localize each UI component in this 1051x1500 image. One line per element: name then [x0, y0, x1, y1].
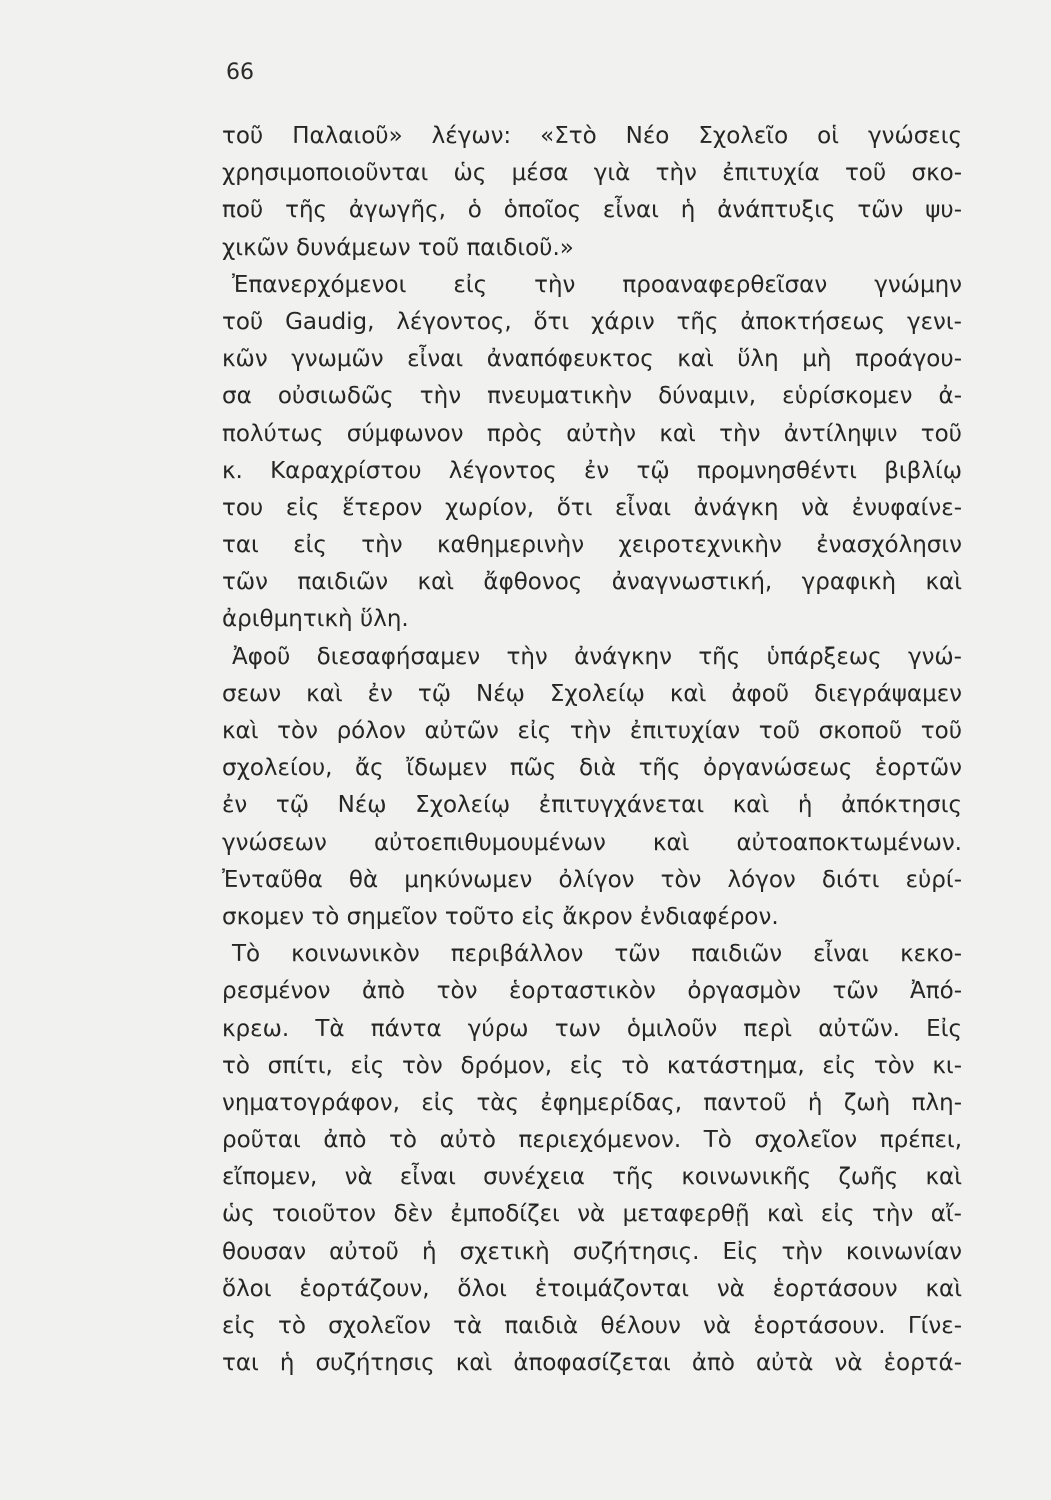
text-line: ὅλοι ἑορτάζουν, ὅλοι ἑτοιμάζονται νὰ ἑορτάσουν καὶ: [222, 1275, 962, 1302]
text-line: κ. Καραχρίστου λέγοντος ἐν τῷ προμνησθέντι βιβλίῳ: [222, 457, 962, 484]
text-line: Ἐνταῦθα θὰ μηκύνωμεν ὀλίγον τὸν λόγον διότι εὑρί-: [222, 866, 962, 893]
text-line: ρεσμένον ἀπὸ τὸν ἑορταστικὸν ὀργασμὸν τῶν Ἀπό-: [222, 978, 962, 1005]
text-line: γνώσεων αὐτοεπιθυμουμένων καὶ αὐτοαποκτωμένων.: [222, 829, 962, 856]
text-line: θουσαν αὐτοῦ ἡ σχετικὴ συζήτησις. Εἰς τὴν κοινωνίαν: [222, 1238, 962, 1265]
text-line: ἀριθμητικὴ ὕλη.: [222, 606, 409, 633]
text-line: πολύτως σύμφωνον πρὸς αὐτὴν καὶ τὴν ἀντίληψιν τοῦ: [222, 420, 962, 447]
text-line: κῶν γνωμῶν εἶναι ἀναπόφευκτος καὶ ὕλη μὴ προάγου-: [222, 346, 962, 373]
text-line: τοῦ Παλαιοῦ» λέγων: «Στὸ Νέο Σχολεῖο οἱ γνώσεις: [222, 123, 962, 149]
text-line: σχολείου, ἄς ἴδωμεν πῶς διὰ τῆς ὀργανώσεως ἑορτῶν: [222, 755, 962, 782]
text-line: κρεω. Τὰ πάντα γύρω των ὁμιλοῦν περὶ αὐτῶν. Εἰς: [222, 1015, 962, 1042]
text-line: ται εἰς τὴν καθημερινὴν χειροτεχνικὴν ἐνασχόλησιν: [222, 532, 962, 559]
text-line: Ἐπανερχόμενοι εἰς τὴν προαναφερθεῖσαν γνώμην: [232, 271, 962, 298]
text-line: σα οὐσιωδῶς τὴν πνευματικὴν δύναμιν, εὑρίσκομεν ἀ-: [222, 383, 962, 410]
body-text: [222, 118, 962, 1382]
text-line: ται ἡ συζήτησις καὶ ἀποφασίζεται ἀπὸ αὐτὰ νὰ ἑορτά-: [222, 1350, 962, 1377]
text-line: εἴπομεν, νὰ εἶναι συνέχεια τῆς κοινωνικῆς ζωῆς καὶ: [222, 1164, 962, 1191]
text-line: χικῶν δυνάμεων τοῦ παιδιοῦ.»: [222, 234, 574, 261]
text-line: ροῦται ἀπὸ τὸ αὐτὸ περιεχόμενον. Τὸ σχολεῖον πρέπει,: [222, 1127, 962, 1154]
text-line: νηματογράφον, εἰς τὰς ἐφημερίδας, παντοῦ ἡ ζωὴ πλη-: [222, 1089, 962, 1116]
text-line: σεων καὶ ἐν τῷ Νέῳ Σχολείῳ καὶ ἀφοῦ διεγράψαμεν: [222, 680, 962, 707]
text-line: τῶν παιδιῶν καὶ ἄφθονος ἀναγνωστική, γραφικὴ καὶ: [222, 569, 962, 596]
text-line: ὡς τοιοῦτον δὲν ἐμποδίζει νὰ μεταφερθῇ καὶ εἰς τὴν αἴ-: [222, 1201, 962, 1228]
page-number: 66: [226, 60, 254, 85]
text-line: καὶ τὸν ρόλον αὐτῶν εἰς τὴν ἐπιτυχίαν τοῦ σκοποῦ τοῦ: [222, 718, 962, 744]
text-line: σκομεν τὸ σημεῖον τοῦτο εἰς ἄκρον ἐνδιαφέρον.: [222, 903, 779, 930]
text-line: ἐν τῷ Νέῳ Σχολείῳ ἐπιτυγχάνεται καὶ ἡ ἀπόκτησις: [222, 792, 962, 819]
text-line: Ἀφοῦ διεσαφήσαμεν τὴν ἀνάγκην τῆς ὑπάρξεως γνώ-: [232, 643, 962, 670]
text-line: τοῦ Gaudig, λέγοντος, ὅτι χάριν τῆς ἀποκτήσεως γενι-: [222, 308, 962, 335]
text-line: χρησιμοποιοῦνται ὡς μέσα γιὰ τὴν ἐπιτυχία τοῦ σκο-: [222, 160, 962, 187]
text-line: του εἰς ἕτερον χωρίον, ὅτι εἶναι ἀνάγκη νὰ ἐνυφαίνε-: [222, 494, 962, 521]
text-line: ποῦ τῆς ἀγωγῆς, ὁ ὁποῖος εἶναι ἡ ἀνάπτυξις τῶν ψυ-: [222, 197, 962, 224]
text-line: Τὸ κοινωνικὸν περιβάλλον τῶν παιδιῶν εἶναι κεκο-: [232, 941, 962, 968]
text-line: τὸ σπίτι, εἰς τὸν δρόμον, εἰς τὸ κατάστημα, εἰς τὸν κι-: [222, 1052, 962, 1079]
text-line: εἰς τὸ σχολεῖον τὰ παιδιὰ θέλουν νὰ ἑορτάσουν. Γίνε-: [222, 1313, 962, 1339]
